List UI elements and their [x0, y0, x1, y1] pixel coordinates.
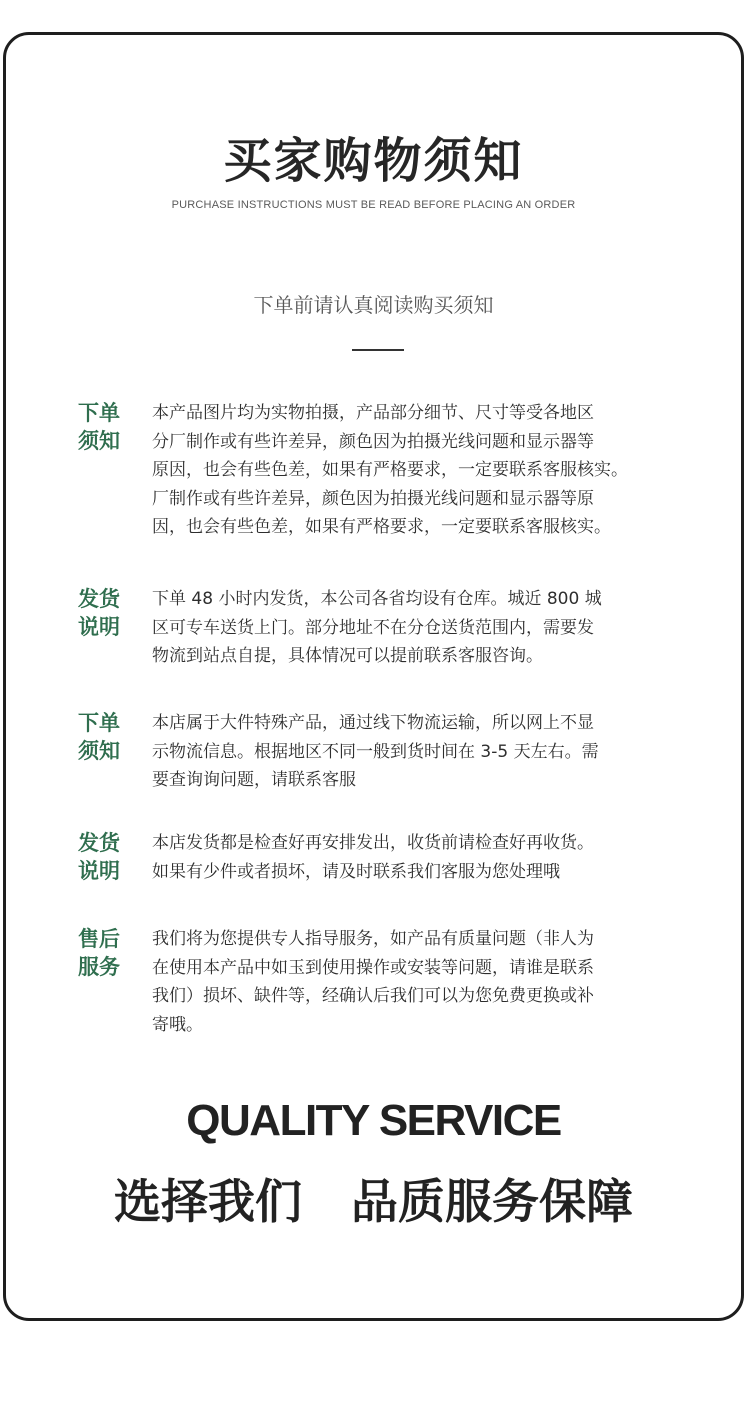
- section-label: 下单 须知: [78, 401, 120, 453]
- section-text: 下单 48 小时内发货，本公司各省均设有仓库。城近 800 城 区可专车送货上门。部分地址不在分仓送货范围内，需要发 物流到站点自提，具体情况可以提前联系客服咨询。: [152, 589, 602, 666]
- section-text: 本产品图片均为实物拍摄，产品部分细节、尺寸等受各地区 分厂制作或有些许差异，颜色因为拍摄光线问题和显示器等 原因，也会有些色差，如果有严格要求，一定要联系客服核实。 厂制作或有些许差异，颜色因为拍摄光线问题和显示器等原 因，也会有些色差，如果有严格要求，一定要联系客服核实。: [152, 403, 628, 537]
- slogan-chinese: 选择我们 品质服务保障: [113, 1175, 634, 1230]
- english-subtitle: PURCHASE INSTRUCTIONS MUST BE READ BEFORE PLACING AN ORDER: [171, 199, 576, 211]
- notice-card: [3, 32, 744, 1321]
- section-text: 我们将为您提供专人指导服务，如产品有质量问题（非人为 在使用本产品中如玉到使用操作或安装等问题，请谁是联系 我们）损坏、缺件等，经确认后我们可以为您免费更换或补 寄哦。: [152, 929, 594, 1035]
- chinese-subtitle: 下单前请认真阅读购买须知: [253, 293, 494, 317]
- section-text: 本店发货都是检查好再安排发出，收货前请检查好再收货。 如果有少件或者损坏，请及时联系我们客服为您处理哦: [152, 833, 594, 882]
- section-text: 本店属于大件特殊产品，通过线下物流运输，所以网上不显 示物流信息。根据地区不同一般到货时间在 3-5 天左右。需 要查询询问题，请联系客服: [152, 713, 599, 790]
- section-label: 下单 须知: [78, 711, 120, 763]
- title-divider: [352, 349, 404, 351]
- section-label: 发货 说明: [78, 587, 120, 639]
- section-label: 售后 服务: [78, 927, 120, 979]
- slogan-english: QUALITY SERVICE: [186, 1096, 561, 1145]
- section-label: 发货 说明: [78, 831, 120, 883]
- page-title: 买家购物须知: [223, 133, 524, 189]
